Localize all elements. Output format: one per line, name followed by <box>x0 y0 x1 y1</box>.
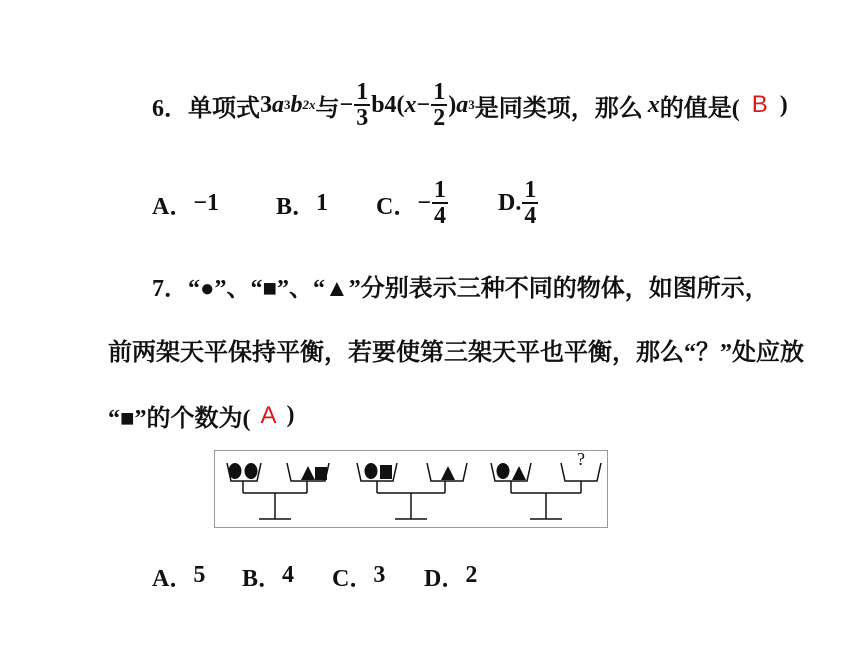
q6-options <box>152 178 539 228</box>
frac-den: 3 <box>356 105 369 131</box>
option-b <box>276 186 376 221</box>
q7-answer: A <box>260 401 277 429</box>
square-icon <box>380 465 392 479</box>
minus-sign: − <box>339 91 354 118</box>
frac-den: 4 <box>434 203 447 229</box>
option-c <box>376 178 498 228</box>
circle-icon <box>245 463 258 479</box>
q7-text-3: “■”的个数为( <box>108 406 251 432</box>
var-a: a <box>456 91 469 118</box>
frac-num: 1 <box>434 177 447 203</box>
option-value: 2 <box>465 562 478 588</box>
option-value: 5 <box>193 562 206 588</box>
q6-text-2: 与 <box>315 95 340 122</box>
q6-text-3: 是同类项，那么 <box>474 95 643 122</box>
coef: 3 <box>260 91 272 118</box>
option-a <box>152 558 242 593</box>
q7-line-3 <box>108 398 295 433</box>
option-c <box>332 558 424 593</box>
frac-num: 1 <box>524 177 537 203</box>
option-label: B． <box>276 193 317 220</box>
var-b: b <box>290 91 303 118</box>
q7-line-2 <box>108 332 804 367</box>
minus-sign: − <box>416 91 431 118</box>
fraction-one-quarter <box>432 178 448 228</box>
option-label: B． <box>242 566 283 592</box>
var-a: a <box>272 91 284 118</box>
q7-line-1 <box>152 268 769 303</box>
question-mark: ? <box>577 451 585 469</box>
circle-icon <box>229 463 242 479</box>
q7-number: 7． <box>152 276 188 302</box>
expr-b4: b4( <box>371 91 405 118</box>
square-icon <box>315 467 327 480</box>
fraction-one-half <box>431 80 447 130</box>
q6-answer: B <box>751 91 768 118</box>
q7-options <box>152 558 477 593</box>
triangle-icon <box>512 466 526 480</box>
var-x: x <box>647 91 660 118</box>
option-label: D. <box>498 189 522 216</box>
option-value: −1 <box>193 189 220 216</box>
triangle-icon <box>301 466 315 480</box>
option-d <box>424 558 477 593</box>
q7-text-2: 前两架天平保持平衡，若要使第三架天平也平衡，那么“？”处应放 <box>108 340 804 366</box>
q7-text-1: “●”、“■”、“▲”分别表示三种不同的物体，如图所示， <box>188 276 769 302</box>
balance-scales-svg <box>215 451 607 527</box>
q6-stem: 6． 单项式 3 a 3 b 2x 与 − $\frac{1}{3}$ b4( x − $\frac{1}{2}$ ) a 3 是同类项，那么 x 的值是( B ) <box>152 79 788 131</box>
fraction-one-quarter <box>522 178 538 228</box>
q6-number: 6． <box>152 95 188 122</box>
fraction-one-third <box>354 80 370 130</box>
q7-text-end: ) <box>286 402 295 428</box>
option-label: D． <box>424 566 466 592</box>
circle-icon <box>365 463 378 479</box>
option-label: C． <box>332 566 374 592</box>
frac-num: 1 <box>356 79 369 105</box>
option-label: A． <box>152 193 194 220</box>
option-d <box>498 178 539 228</box>
option-a <box>152 186 276 221</box>
q6-text-end: ) <box>779 91 788 118</box>
frac-num: 1 <box>433 79 446 105</box>
option-value: − <box>417 189 432 216</box>
option-label: C． <box>376 193 418 220</box>
var-x: x <box>404 91 417 118</box>
balance-scales-figure <box>214 450 608 528</box>
frac-den: 4 <box>524 203 537 229</box>
balance-scale-1 <box>227 463 329 519</box>
option-value: 4 <box>282 562 295 588</box>
frac-den: 2 <box>433 105 446 131</box>
q6-text-1: 单项式 <box>188 95 260 122</box>
q6-text-4: 的值是( <box>659 95 740 122</box>
option-label: A． <box>152 566 194 592</box>
option-value: 3 <box>373 562 386 588</box>
option-b <box>242 558 332 593</box>
circle-icon <box>497 463 510 479</box>
close-paren: ) <box>448 91 457 118</box>
triangle-icon <box>441 466 455 480</box>
option-value: 1 <box>316 189 329 216</box>
